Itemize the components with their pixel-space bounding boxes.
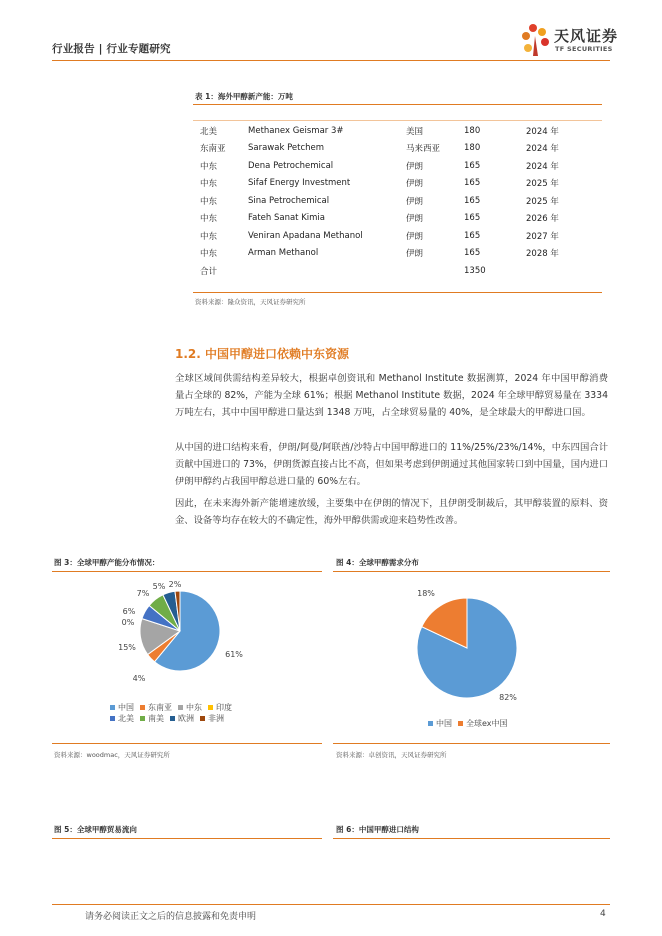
table-cell: Sarawak Petchem — [248, 143, 325, 154]
legend-item — [170, 713, 194, 724]
table-source: 资料来源：隆众资讯，天风证券研究所 — [195, 298, 306, 306]
table-cell: 中东 — [200, 196, 218, 207]
table-cell: 2025 年 — [526, 196, 559, 207]
legend-item — [458, 718, 508, 729]
table-cell: 165 — [464, 178, 481, 189]
data-label: 61% — [225, 650, 243, 659]
legend-swatch — [208, 705, 213, 710]
figure4-legend — [428, 718, 608, 729]
legend-item — [200, 713, 224, 724]
paragraph-3: 因此，在未来海外新产能增速放缓，主要集中在伊朗的情况下，且伊朗受制裁后，其甲醇装置的原料、资金、设备等均存在较大的不确定性，海外甲醇供需或迎来趋势性改善。 — [175, 498, 608, 526]
legend-item — [110, 713, 134, 724]
table-cell: 2024 年 — [526, 161, 559, 172]
table-row — [200, 192, 586, 210]
table-cell: 伊朗 — [406, 231, 424, 242]
figure4-title: 图 4：全球甲醇需求分布 — [336, 558, 419, 567]
table-cell: 中东 — [200, 161, 218, 172]
legend-swatch — [170, 716, 175, 721]
figure3-title: 图 3：全球甲醇产能分布情况： — [54, 558, 160, 567]
figure6-title: 图 6：中国甲醇进口结构 — [336, 825, 419, 834]
table-cell: 伊朗 — [406, 214, 424, 225]
table-cell: Dena Petrochemical — [248, 160, 334, 171]
legend-label: 欧洲 — [178, 714, 194, 723]
page-number: 4 — [600, 909, 606, 919]
table-cell: 165 — [464, 160, 481, 171]
table-cell: 中东 — [200, 214, 218, 225]
table-row — [200, 262, 586, 280]
table-cell: 伊朗 — [406, 179, 424, 190]
capacity-table — [200, 122, 586, 280]
tf-logo-icon — [520, 22, 554, 58]
table-cell: 伊朗 — [406, 196, 424, 207]
figure3-legend — [110, 702, 310, 724]
table-row — [200, 227, 586, 245]
table-cell: Arman Methanol — [248, 248, 319, 259]
table-cell: 美国 — [406, 126, 424, 137]
table-cell — [526, 262, 586, 280]
table-row — [200, 122, 586, 140]
data-label: 0% — [121, 618, 135, 627]
legend-swatch — [140, 716, 145, 721]
legend-swatch — [110, 716, 115, 721]
legend-label: 东南亚 — [148, 703, 172, 712]
table-cell: Veniran Apadana Methanol — [248, 230, 363, 241]
table-cell: 中东 — [200, 179, 218, 190]
legend-swatch — [140, 705, 145, 710]
table-cell: 1350 — [464, 265, 486, 276]
legend-label: 全球ex中国 — [466, 719, 508, 728]
table-top-rule — [193, 104, 602, 105]
logo-text-en: TF SECURITIES — [555, 45, 613, 53]
paragraph-1: 全球区域间供需结构差异较大，根据卓创资讯和 Methanol Institute 数据测算，2024 年中国甲醇消费量占全球的 82%，产能为全球 61%；根据 Methanol Institute 数据，2024 年全球甲醇贸易量在 3334 万吨左右，其中中国甲醇进口量达到 1348 万吨，占全球贸易量的 40%，是全球最大的甲醇进口国。 — [175, 373, 608, 418]
table-cell: 伊朗 — [406, 161, 424, 172]
table-cell: 180 — [464, 125, 481, 136]
legend-swatch — [428, 721, 433, 726]
figure3-pie-chart — [60, 575, 320, 685]
legend-item — [208, 702, 232, 713]
table-title: 表 1：海外甲醇新产能：万吨 — [195, 92, 293, 101]
table-cell — [248, 262, 406, 280]
table-cell: 中东 — [200, 231, 218, 242]
table-header-rule — [193, 120, 602, 121]
table-cell: Sifaf Energy Investment — [248, 178, 351, 189]
section-title: 1.2. 中国甲醇进口依赖中东资源 — [175, 347, 349, 361]
table-row — [200, 210, 586, 228]
table-cell: 2026 年 — [526, 214, 559, 225]
figure5-top-rule — [52, 838, 322, 839]
data-label: 6% — [122, 607, 136, 616]
legend-item — [428, 718, 452, 729]
legend-swatch — [200, 716, 205, 721]
table-cell: 165 — [464, 213, 481, 224]
data-label: 2% — [168, 580, 182, 589]
table-cell: Methanex Geismar 3# — [248, 125, 344, 136]
data-label: 15% — [118, 643, 136, 652]
logo-text-cn: 天风证券 — [554, 27, 619, 45]
table-cell — [406, 262, 464, 280]
footer-disclaimer: 请务必阅读正文之后的信息披露和免责申明 — [85, 912, 257, 922]
legend-swatch — [110, 705, 115, 710]
table-cell: 北美 — [200, 126, 218, 137]
table-cell: 2028 年 — [526, 249, 559, 260]
table-bottom-rule — [193, 292, 602, 293]
figure3-source: 资料来源：woodmac，天风证券研究所 — [54, 751, 170, 759]
footer-rule — [52, 904, 610, 905]
legend-label: 北美 — [118, 714, 134, 723]
figure4-bottom-rule — [333, 743, 610, 744]
table-row — [200, 175, 586, 193]
table-cell: 伊朗 — [406, 249, 424, 260]
table-cell: 165 — [464, 248, 481, 259]
legend-label: 印度 — [216, 703, 232, 712]
data-label: 82% — [499, 693, 517, 702]
table-cell: 2025 年 — [526, 179, 559, 190]
figure3-top-rule — [52, 571, 322, 572]
table-row — [200, 157, 586, 175]
figure4-top-rule — [333, 571, 610, 572]
table-row — [200, 140, 586, 158]
figure6-top-rule — [333, 838, 610, 839]
legend-swatch — [458, 721, 463, 726]
legend-item — [110, 702, 134, 713]
legend-label: 南美 — [148, 714, 164, 723]
table-cell: Fateh Sanat Kimia — [248, 213, 325, 224]
figure5-title: 图 5：全球甲醇贸易流向 — [54, 825, 137, 834]
table-cell: 165 — [464, 230, 481, 241]
legend-item — [140, 713, 164, 724]
table-cell: 东南亚 — [200, 144, 226, 155]
data-label: 5% — [152, 582, 166, 591]
figure4-pie-chart — [390, 580, 550, 710]
table-cell: 马来西亚 — [406, 144, 441, 155]
legend-label: 中东 — [186, 703, 202, 712]
legend-label: 中国 — [118, 703, 134, 712]
legend-label: 中国 — [436, 719, 452, 728]
data-label: 4% — [132, 674, 146, 683]
table-cell: 中东 — [200, 249, 218, 260]
legend-swatch — [178, 705, 183, 710]
data-label: 7% — [136, 589, 150, 598]
table-row — [200, 245, 586, 263]
table-cell: Sina Petrochemical — [248, 195, 330, 206]
figure3-bottom-rule — [52, 743, 322, 744]
header-divider — [52, 60, 610, 61]
table-cell: 2024 年 — [526, 126, 559, 137]
legend-label: 非洲 — [208, 714, 224, 723]
table-cell: 2024 年 — [526, 144, 559, 155]
figure4-source: 资料来源：卓创资讯，天风证券研究所 — [336, 751, 447, 759]
table-cell: 合计 — [200, 266, 218, 277]
table-cell: 2027 年 — [526, 231, 559, 242]
legend-item — [140, 702, 172, 713]
table-cell: 165 — [464, 195, 481, 206]
report-category: 行业报告 | 行业专题研究 — [52, 43, 171, 55]
table-cell: 180 — [464, 143, 481, 154]
legend-item — [178, 702, 202, 713]
paragraph-2: 从中国的进口结构来看，伊朗/阿曼/阿联酋/沙特占中国甲醇进口的 11%/25%/23%/14%，中东四国合计贡献中国进口的 73%，伊朗货源直接占比不高，但如果考虑到伊朗通过其他国家转口到中国量，国内进口伊朗甲醇约占我国甲醇总进口量的 60%左右。 — [175, 442, 608, 487]
data-label: 18% — [417, 589, 435, 598]
